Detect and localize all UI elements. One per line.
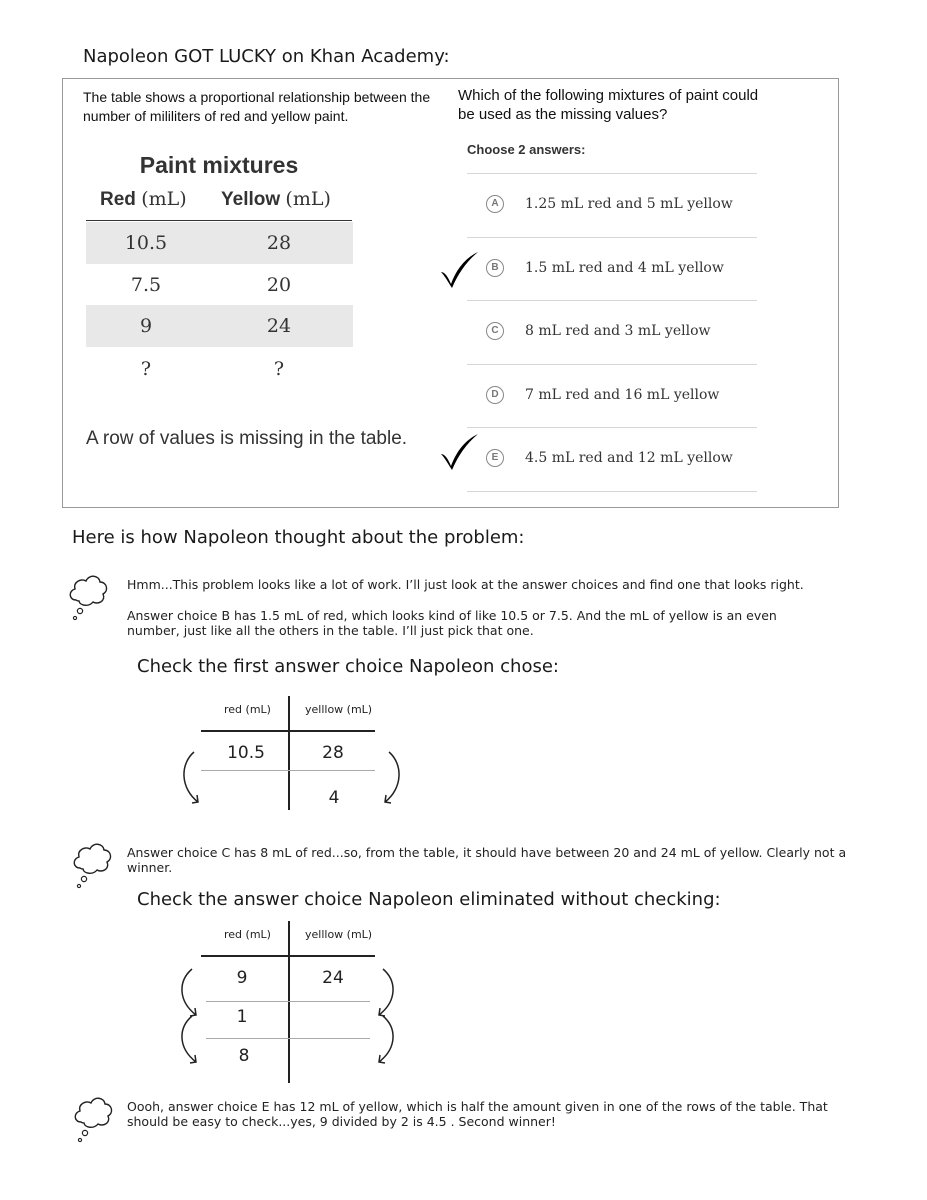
table-row bbox=[86, 305, 353, 347]
cell-red: 7.5 bbox=[130, 274, 162, 296]
check1-col-yellow: yelllow (mL) bbox=[305, 703, 373, 716]
question-text: Which of the following mixtures of paint could be used as the missing values? bbox=[458, 87, 759, 123]
answer-option-c[interactable] bbox=[486, 322, 756, 346]
check1-col-red: red (mL) bbox=[224, 703, 271, 716]
worksheet-title: Napoleon GOT LUCKY on Khan Academy: bbox=[83, 46, 450, 67]
option-text: 1.5 mL red and 4 mL yellow bbox=[525, 260, 724, 276]
missing-row-note: A row of values is missing in the table. bbox=[86, 428, 408, 449]
option-letter-circle: D bbox=[486, 386, 504, 404]
check2-row-line bbox=[206, 1001, 370, 1002]
cell-yellow: 28 bbox=[266, 232, 292, 254]
table-row bbox=[86, 264, 353, 306]
answer-option-d[interactable] bbox=[486, 386, 756, 410]
cell-yellow: 20 bbox=[266, 274, 292, 296]
paint-table-header-yellow bbox=[221, 188, 331, 211]
answer-option-a[interactable] bbox=[486, 195, 756, 219]
table-row bbox=[86, 348, 353, 390]
left-curved-arrow-icon bbox=[176, 1012, 206, 1068]
option-text: 1.25 mL red and 5 mL yellow bbox=[525, 196, 733, 212]
check1-r1-red: 10.5 bbox=[227, 743, 265, 763]
option-text: 7 mL red and 16 mL yellow bbox=[525, 387, 720, 403]
check1-r2-yellow: 4 bbox=[328, 788, 340, 808]
option-divider bbox=[467, 237, 757, 238]
paint-table-header-red bbox=[100, 188, 187, 211]
left-curved-arrow-icon bbox=[178, 748, 208, 808]
check2-col-yellow: yelllow (mL) bbox=[305, 928, 373, 941]
option-letter-circle: A bbox=[486, 195, 504, 213]
right-curved-arrow-icon bbox=[375, 748, 405, 808]
choose-label: Choose 2 answers: bbox=[467, 142, 586, 157]
check2-r3-red: 8 bbox=[238, 1046, 250, 1066]
paint-table-title: Paint mixtures bbox=[139, 152, 299, 178]
check1-header-line bbox=[201, 730, 375, 732]
option-divider bbox=[467, 173, 757, 174]
answer-option-b[interactable] bbox=[486, 259, 756, 283]
thoughts-heading: Here is how Napoleon thought about the problem: bbox=[72, 527, 525, 548]
option-divider bbox=[467, 491, 757, 492]
header-yellow-unit: (mL) bbox=[285, 188, 331, 210]
cell-yellow: 24 bbox=[266, 315, 292, 337]
cell-red: 10.5 bbox=[124, 232, 168, 254]
cell-yellow: ? bbox=[273, 358, 285, 380]
thought-cloud-icon bbox=[70, 838, 114, 898]
right-curved-arrow-icon bbox=[369, 1012, 399, 1068]
cell-red: ? bbox=[140, 358, 152, 380]
check2-r1-yellow: 24 bbox=[322, 968, 344, 988]
option-text: 4.5 mL red and 12 mL yellow bbox=[525, 450, 733, 466]
check2-col-red: red (mL) bbox=[224, 928, 271, 941]
check1-vertical-line bbox=[288, 696, 290, 810]
checkmark-icon bbox=[438, 250, 480, 290]
header-red-word: Red bbox=[100, 189, 136, 210]
cell-red: 9 bbox=[139, 315, 153, 337]
header-red-unit: (mL) bbox=[141, 188, 187, 210]
option-letter-circle: E bbox=[486, 449, 504, 467]
problem-intro: The table shows a proportional relationship between the number of mililiters of red and yellow paint. bbox=[83, 89, 431, 124]
thought-1b: Answer choice B has 1.5 mL of red, which looks kind of like 10.5 or 7.5. And the mL of yellow is an even number, just like all the others in the table. I’ll just pick that one. bbox=[127, 608, 777, 638]
check2-header-line bbox=[201, 955, 375, 957]
checkmark-icon bbox=[438, 432, 480, 472]
thought-2: Answer choice C has 8 mL of red...so, from the table, it should have between 20 and 24 mL of yellow. Clearly not a winner. bbox=[127, 845, 847, 875]
answer-option-e[interactable] bbox=[486, 449, 756, 473]
option-letter-circle: C bbox=[486, 322, 504, 340]
check2-r2-red: 1 bbox=[236, 1007, 248, 1027]
check-first-heading: Check the first answer choice Napoleon chose: bbox=[137, 656, 559, 677]
thought-1a: Hmm...This problem looks like a lot of work. I’ll just look at the answer choices and find one that looks right. bbox=[127, 577, 804, 592]
option-divider bbox=[467, 364, 757, 365]
option-divider bbox=[467, 300, 757, 301]
header-yellow-word: Yellow bbox=[221, 189, 281, 210]
option-text: 8 mL red and 3 mL yellow bbox=[525, 323, 711, 339]
check1-row-line bbox=[201, 770, 375, 771]
check2-vertical-line bbox=[288, 921, 290, 1083]
check2-r1-red: 9 bbox=[236, 968, 248, 988]
table-row bbox=[86, 222, 353, 264]
option-divider bbox=[467, 427, 757, 428]
option-letter-circle: B bbox=[486, 259, 504, 277]
check1-r1-yellow: 28 bbox=[322, 743, 344, 763]
check2-row-line bbox=[206, 1038, 370, 1039]
thought-cloud-icon bbox=[66, 570, 110, 630]
thought-cloud-icon bbox=[71, 1092, 115, 1152]
thought-3: Oooh, answer choice E has 12 mL of yellow, which is half the amount given in one of the rows of the table. That should be easy to check...yes, 9 divided by 2 is 4.5 . Second winner! bbox=[127, 1099, 828, 1129]
check-eliminated-heading: Check the answer choice Napoleon eliminated without checking: bbox=[137, 889, 721, 910]
paint-table-header-rule bbox=[86, 220, 352, 221]
